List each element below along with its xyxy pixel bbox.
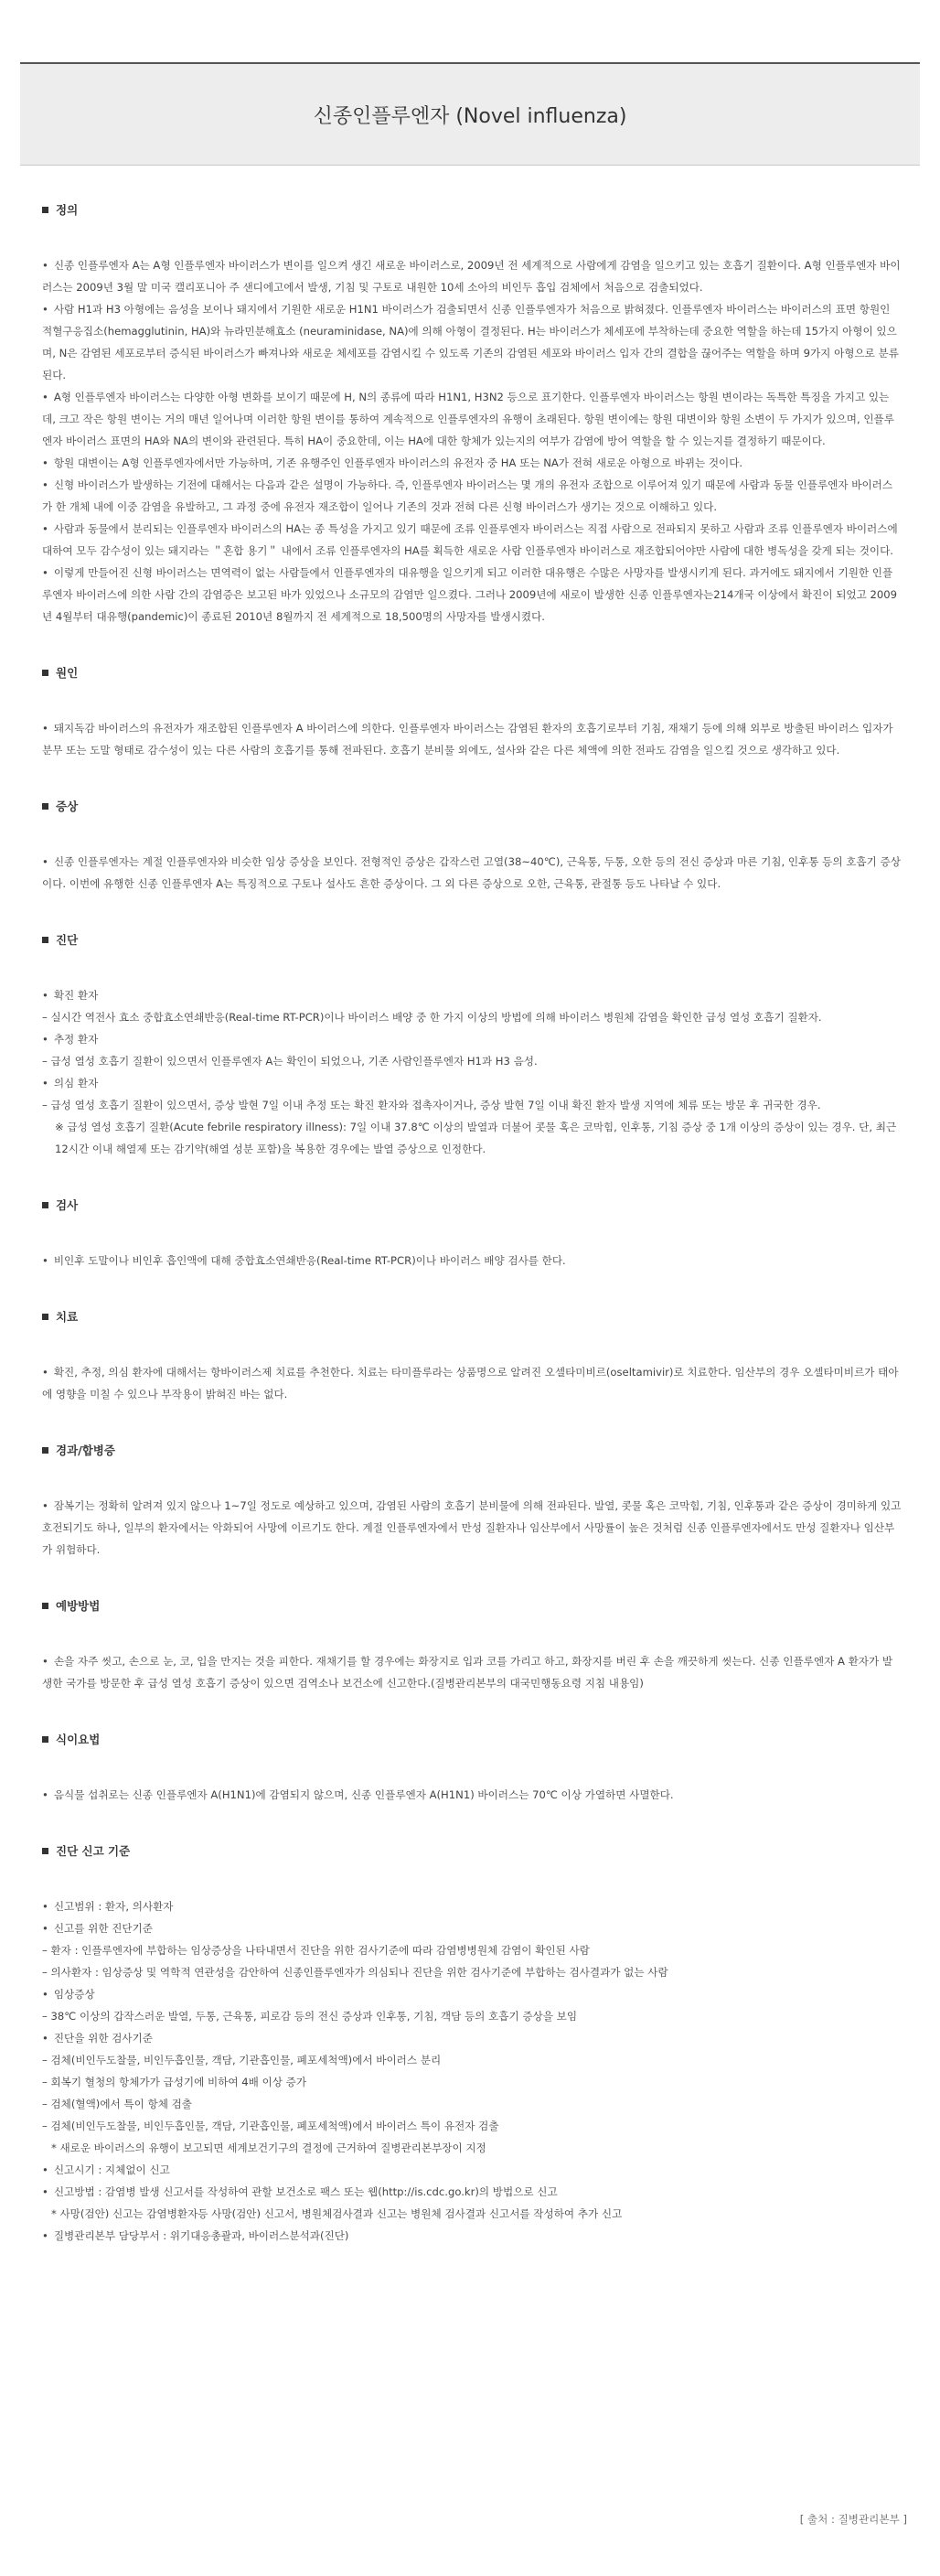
paragraph-text: 손을 자주 씻고, 손으로 눈, 코, 입을 만지는 것을 피한다. 재채기를 할 경우에는 화장지로 입과 코를 가리고 하고, 화장지를 버린 후 손을 깨끗하게 씻는다. 신종 인플루엔자 A 환자가 발생한 국가를 방문한 후 급성 열성 호흡기 증상이 있으면 검역소나 보건소에 신고한다.(질병관리본부의 대국민행동요령 지침 내용임) — [42, 1655, 893, 1690]
paragraph-text: 음식물 섭취로는 신종 인플루엔자 A(H1N1)에 감염되지 않으며, 신종 인플루엔자 A(H1N1) 바이러스는 70℃ 이상 가열하면 사멸한다. — [53, 1788, 674, 1801]
list-subitem — [42, 1050, 902, 1072]
paragraph — [42, 562, 902, 628]
list-item — [42, 2225, 902, 2247]
section-heading — [42, 1306, 902, 1328]
paragraph — [42, 254, 902, 298]
list-subitem — [42, 1939, 902, 1961]
list-text: – 검체(혈액)에서 특이 항체 검출 — [42, 2098, 192, 2110]
paragraph-text: 항원 대변이는 A형 인플루엔자에서만 가능하며, 기존 유행주인 인플루엔자 바이러스의 유전자 중 HA 또는 NA가 전혀 새로운 아형으로 바뀌는 것이다. — [53, 456, 743, 469]
list-text: 임상증상 — [53, 1988, 95, 2001]
bullet-dot-icon: • — [42, 566, 48, 579]
square-bullet-icon — [42, 1202, 48, 1208]
list-subitem — [42, 2115, 902, 2137]
list-text: – 환자 : 인플루엔자에 부합하는 임상증상을 나타내면서 진단을 위한 검사기준에 따라 감염병병원체 감염이 확인된 사람 — [42, 1944, 590, 1957]
section-heading-text: 정의 — [56, 203, 79, 217]
page-title: 신종인플루엔자 (Novel influenza) — [313, 104, 627, 128]
list-text: 진단을 위한 검사기준 — [53, 2032, 154, 2045]
section-spacer — [42, 1561, 902, 1595]
section-heading — [42, 1841, 902, 1862]
bullet-dot-icon: • — [42, 855, 48, 868]
list-text: 추정 환자 — [53, 1033, 99, 1046]
section-course — [42, 1440, 902, 1595]
section-spacer — [42, 1272, 902, 1306]
section-heading-text: 치료 — [56, 1310, 79, 1324]
section-heading-text: 예방방법 — [56, 1599, 101, 1613]
bullet-dot-icon: • — [42, 456, 48, 469]
list-item — [42, 1028, 902, 1050]
section-heading — [42, 662, 902, 684]
section-spacer — [42, 761, 902, 796]
list-text: * 사망(검안) 신고는 감염병환자등 사망(검안) 신고서, 병원체검사결과 신고는 병원체 검사결과 신고서를 작성하여 추가 신고 — [51, 2207, 623, 2220]
paragraph-text: 신종 인플루엔자 A는 A형 인플루엔자 바이러스가 변이를 일으켜 생긴 새로운 바이러스로, 2009년 전 세계적으로 사람에게 감염을 일으키고 있는 호흡기 질환이다. A형 인플루엔자 바이러스는 2009년 3월 말 미국 캘리포니아 주 샌디에고에서 발생, 기침 및 구토로 내원한 10세 소아의 비인두 흡입 검체에서 처음으로 검출되었다. — [42, 259, 901, 294]
bullet-dot-icon: • — [42, 1922, 48, 1935]
section-prevention — [42, 1595, 902, 1729]
list-text: – 검체(비인두도찰물, 비인두흡인물, 객담, 기관흡인물, 폐포세척액)에서 바이러스 분리 — [42, 2054, 442, 2066]
paragraph — [42, 851, 902, 895]
list-subitem — [42, 2005, 902, 2027]
section-heading-text: 진단 신고 기준 — [56, 1844, 131, 1858]
paragraph-text: 확진, 추정, 의심 환자에 대해서는 항바이러스제 치료를 추천한다. 치료는 타미플루라는 상품명으로 알려진 오셀타미비르(oseltamivir)로 치료한다. 임산부의 경우 오셀타미비르가 태아에 영향을 미칠 수 있으나 부작용이 밝혀진 바는 없다. — [42, 1366, 899, 1401]
list-text: – 회복기 혈청의 항체가가 급성기에 비하여 4배 이상 증가 — [42, 2076, 307, 2088]
section-heading — [42, 1440, 902, 1462]
list-subitem — [42, 1006, 902, 1028]
paragraph — [42, 1250, 902, 1272]
section-spacer — [42, 895, 902, 929]
section-heading — [42, 1729, 902, 1751]
paragraph — [42, 452, 902, 474]
section-spacer — [42, 1806, 902, 1841]
section-heading — [42, 199, 902, 221]
list-note — [42, 2203, 902, 2225]
list-text: – 38℃ 이상의 갑작스러운 발열, 두통, 근육통, 피로감 등의 전신 증상과 인후통, 기침, 객담 등의 호흡기 증상을 보임 — [42, 2010, 578, 2023]
list-text: 신고범위 : 환자, 의사환자 — [53, 1900, 174, 1913]
bullet-dot-icon: • — [42, 1655, 48, 1668]
list-item — [42, 1895, 902, 1917]
bullet-dot-icon: • — [42, 2032, 48, 2045]
paragraph-text: 신종 인플루엔자는 계절 인플루엔자와 비슷한 임상 증상을 보인다. 전형적인 증상은 갑작스런 고열(38~40℃), 근육통, 두통, 오한 등의 전신 증상과 마른 기침, 인후통 등의 호흡기 증상이다. 이번에 유행한 신종 인플루엔자 A는 특징적으로 구토나 설사도 흔한 증상이다. 그 외 다른 증상으로 오한, 근육통, 관절통 등도 나타날 수 있다. — [42, 855, 901, 890]
section-heading — [42, 796, 902, 818]
section-heading-text: 경과/합병증 — [56, 1444, 115, 1457]
list-text: – 급성 열성 호흡기 질환이 있으면서, 증상 발현 7일 이내 추정 또는 확진 환자와 접촉자이거나, 증상 발현 7일 이내 확진 환자 발생 지역에 체류 또는 방문 후 귀국한 경우. — [42, 1099, 821, 1111]
square-bullet-icon — [42, 803, 48, 810]
list-subitem — [42, 2071, 902, 2093]
paragraph-text: 사람과 동물에서 분리되는 인플루엔자 바이러스의 HA는 종 특성을 가지고 있기 때문에 조류 인플루엔자 바이러스는 직접 사람으로 전파되지 못하고 사람과 조류 인플루엔자 바이러스에 대하여 모두 감수성이 있는 돼지라는 ＂혼합 용기＂ 내에서 조류 인플루엔자의 HA를 획득한 새로운 사람 인플루엔자 바이러스로 재조합되어야만 사람에 대한 병독성을 갖게 되는 것이다. — [42, 522, 898, 557]
bullet-dot-icon: • — [42, 1366, 48, 1379]
paragraph — [42, 1495, 902, 1561]
list-text: – 의사환자 : 임상증상 및 역학적 연관성을 감안하여 신종인플루엔자가 의심되나 진단을 위한 검사기준에 부합하는 검사결과가 없는 사람 — [42, 1966, 668, 1979]
square-bullet-icon — [42, 1447, 48, 1454]
square-bullet-icon — [42, 1736, 48, 1743]
square-bullet-icon — [42, 207, 48, 213]
paragraph-text: 잠복기는 정확히 알려져 있지 않으나 1~7일 정도로 예상하고 있으며, 감염된 사람의 호흡기 분비물에 의해 전파된다. 발열, 콧물 혹은 코막힘, 기침, 인후통과 같은 증상이 경미하게 있고 호전되기도 하나, 일부의 환자에서는 악화되어 사망에 이르기도 한다. 계절 인플루엔자에서 만성 질환자나 임산부에서 사망률이 높은 것처럼 신종 인플루엔자에서도 만성 질환자나 임산부가 위험하다. — [42, 1499, 902, 1556]
list-subitem — [42, 2049, 902, 2071]
list-text: 신고방법 : 감염병 발생 신고서를 작성하여 관할 보건소로 팩스 또는 웹(http://is.cdc.go.kr)의 방법으로 신고 — [53, 2185, 558, 2198]
section-cause — [42, 662, 902, 796]
list-item — [42, 1983, 902, 2005]
paragraph — [42, 386, 902, 452]
list-text: ※ 급성 열성 호흡기 질환(Acute febrile respiratory illness): 7일 이내 37.8℃ 이상의 발열과 더불어 콧물 혹은 코막힘, 인후통, 기침 증상 중 1개 이상의 증상이 있는 경우. 단, 최근 12시간 이내 해열제 또는 감기약(해열 성분 포함)을 복용한 경우에는 발열 증상으로 인정한다. — [55, 1121, 897, 1155]
square-bullet-icon — [42, 670, 48, 676]
bullet-dot-icon: • — [42, 303, 48, 316]
list-text: – 검체(비인두도찰물, 비인두흡인물, 객담, 기관흡인물, 폐포세척액)에서 바이러스 특이 유전자 검출 — [42, 2120, 499, 2132]
paragraph-text: 돼지독감 바이러스의 유전자가 재조합된 인플루엔자 A 바이러스에 의한다. 인플루엔자 바이러스는 감염된 환자의 호흡기로부터 기침, 재채기 등에 의해 외부로 방출된 바이러스 입자가 분무 또는 도말 형태로 감수성이 있는 다른 사람의 호흡기를 통해 전파된다. 호흡기 분비물 외에도, 설사와 같은 다른 체액에 의한 전파도 감염을 일으킬 것으로 생각하고 있다. — [42, 722, 893, 757]
list-note — [42, 1116, 902, 1160]
section-spacer — [42, 1405, 902, 1440]
bullet-dot-icon: • — [42, 1077, 48, 1089]
bullet-dot-icon: • — [42, 1900, 48, 1913]
paragraph-text: 비인후 도말이나 비인후 흡인액에 대해 중합효소연쇄반응(Real-time RT-PCR)이나 바이러스 배양 검사를 한다. — [53, 1254, 566, 1267]
section-heading-text: 식이요법 — [56, 1733, 101, 1746]
section-heading-text: 증상 — [56, 800, 79, 813]
section-spacer — [42, 628, 902, 662]
bullet-dot-icon: • — [42, 522, 48, 535]
paragraph — [42, 298, 902, 386]
section-report — [42, 1841, 902, 2281]
list-text: 확진 환자 — [53, 989, 99, 1002]
list-text: – 급성 열성 호흡기 질환이 있으면서 인플루엔자 A는 확인이 되었으나, 기존 사람인플루엔자 H1과 H3 음성. — [42, 1055, 538, 1068]
section-diagnosis — [42, 929, 902, 1195]
article-body — [42, 199, 902, 2281]
bullet-dot-icon: • — [42, 1988, 48, 2001]
list-text: 신고를 위한 진단기준 — [53, 1922, 154, 1935]
paragraph — [42, 717, 902, 761]
paragraph — [42, 474, 902, 518]
paragraph — [42, 1784, 902, 1806]
list-item — [42, 1917, 902, 1939]
section-heading — [42, 1195, 902, 1217]
list-subitem — [42, 1094, 902, 1116]
list-item — [42, 984, 902, 1006]
paragraph-text: 사람 H1과 H3 아형에는 음성을 보이나 돼지에서 기원한 새로운 H1N1 바이러스가 검출되면서 신종 인플루엔자가 처음으로 밝혀졌다. 인플루엔자 바이러스는 바이러스의 표면 항원인 적혈구응집소(hemagglutinin, HA)와 뉴라민분해효소 (neuraminidase, NA)에 의해 아형이 결정된다. H는 바이러스가 체세포에 부착하는데 중요한 역할을 하는데 15가지 아형이 있으며, N은 감염된 세포로부터 증식된 바이러스가 빠져나와 새로운 체세포를 감염시킬 수 있도록 기존의 감염된 세포와 바이러스 입자 간의 결합을 끊어주는 역할을 하며 9가지 아형으로 분류된다. — [42, 303, 899, 381]
bullet-dot-icon: • — [42, 391, 48, 403]
list-item — [42, 2159, 902, 2181]
bullet-dot-icon: • — [42, 1254, 48, 1267]
title-banner — [20, 62, 920, 166]
square-bullet-icon — [42, 1848, 48, 1854]
section-spacer — [42, 1160, 902, 1195]
list-text: 질병관리본부 담당부서 : 위기대응총괄과, 바이러스분석과(진단) — [53, 2229, 349, 2242]
bullet-dot-icon: • — [42, 478, 48, 491]
bullet-dot-icon: • — [42, 2229, 48, 2242]
paragraph — [42, 1650, 902, 1694]
section-symptoms — [42, 796, 902, 929]
bullet-dot-icon: • — [42, 1788, 48, 1801]
section-test — [42, 1195, 902, 1306]
list-item — [42, 2027, 902, 2049]
list-item — [42, 1072, 902, 1094]
paragraph-text: 이렇게 만들어진 신형 바이러스는 면역력이 없는 사람들에서 인플루엔자의 대유행을 일으키게 되고 이러한 대유행은 수많은 사망자를 발생시키게 된다. 과거에도 돼지에서 기원한 인플루엔자 바이러스에 의한 사람 간의 감염증은 보고된 바가 있었으나 소규모의 감염만 일으켰다. 그러나 2009년에 새로이 발생한 신종 인플루엔자는214개국 이상에서 확진이 되었고 2009년 4월부터 대유행(pandemic)이 종료된 2010년 8월까지 전 세계적으로 18,500명의 사망자를 발생시켰다. — [42, 566, 897, 623]
list-text: 신고시기 : 지체없이 신고 — [53, 2163, 170, 2176]
list-text: * 새로운 바이러스의 유행이 보고되면 세계보건기구의 결정에 근거하여 질병관리본부장이 지정 — [51, 2141, 486, 2154]
square-bullet-icon — [42, 937, 48, 943]
source-credit: [ 출처 : 질병관리본부 ] — [799, 2513, 907, 2526]
list-subitem — [42, 2093, 902, 2115]
section-heading — [42, 1595, 902, 1617]
section-treatment — [42, 1306, 902, 1440]
paragraph-text: 신형 바이러스가 발생하는 기전에 대해서는 다음과 같은 설명이 가능하다. 즉, 인플루엔자 바이러스는 몇 개의 유전자 조합으로 이루어져 있기 때문에 사람과 동물 인플루엔자 바이러스가 한 개체 내에 이중 감염을 유발하고, 그 과정 중에 유전자 재조합이 일어나 기존의 것과 전혀 다른 신형 바이러스가 생기는 것으로 이해하고 있다. — [42, 478, 893, 513]
bullet-dot-icon: • — [42, 989, 48, 1002]
section-heading-text: 진단 — [56, 933, 79, 947]
section-heading — [42, 929, 902, 951]
bullet-dot-icon: • — [42, 2163, 48, 2176]
paragraph — [42, 1361, 902, 1405]
bullet-dot-icon: • — [42, 1033, 48, 1046]
paragraph-text: A형 인플루엔자 바이러스는 다양한 아형 변화를 보이기 때문에 H, N의 종류에 따라 H1N1, H3N2 등으로 표기한다. 인플루엔자 바이러스는 항원 변이라는 독특한 특징을 가지고 있는데, 크고 작은 항원 변이는 거의 매년 일어나며 이러한 항원 변이를 통하여 계속적으로 인플루엔자의 유행이 초래된다. 항원 변이에는 항원 대변이와 항원 소변이 두 가지가 있으며, 인플루엔자 바이러스 표면의 HA와 NA의 변이와 관련된다. 특히 HA이 중요한데, 이는 HA에 대한 항체가 있는지의 여부가 감염에 방어 역할을 할 수 있는지를 결정하기 때문이다. — [42, 391, 894, 447]
list-text: – 실시간 역전사 효소 중합효소연쇄반응(Real-time RT-PCR)이나 바이러스 배양 중 한 가지 이상의 방법에 의해 바이러스 병원체 감염을 확인한 급성 열성 호흡기 질환자. — [42, 1011, 822, 1024]
section-definition — [42, 199, 902, 662]
square-bullet-icon — [42, 1603, 48, 1609]
list-text: 의심 환자 — [53, 1077, 99, 1089]
bullet-dot-icon: • — [42, 259, 48, 272]
section-heading-text: 원인 — [56, 666, 79, 680]
list-note — [42, 2137, 902, 2159]
list-item — [42, 2181, 902, 2203]
list-subitem — [42, 1961, 902, 1983]
section-heading-text: 검사 — [56, 1198, 79, 1212]
paragraph — [42, 518, 902, 562]
section-diet — [42, 1729, 902, 1841]
bullet-dot-icon: • — [42, 1499, 48, 1512]
square-bullet-icon — [42, 1314, 48, 1320]
section-spacer — [42, 2247, 902, 2281]
bullet-dot-icon: • — [42, 2185, 48, 2198]
bullet-dot-icon: • — [42, 722, 48, 735]
section-spacer — [42, 1694, 902, 1729]
